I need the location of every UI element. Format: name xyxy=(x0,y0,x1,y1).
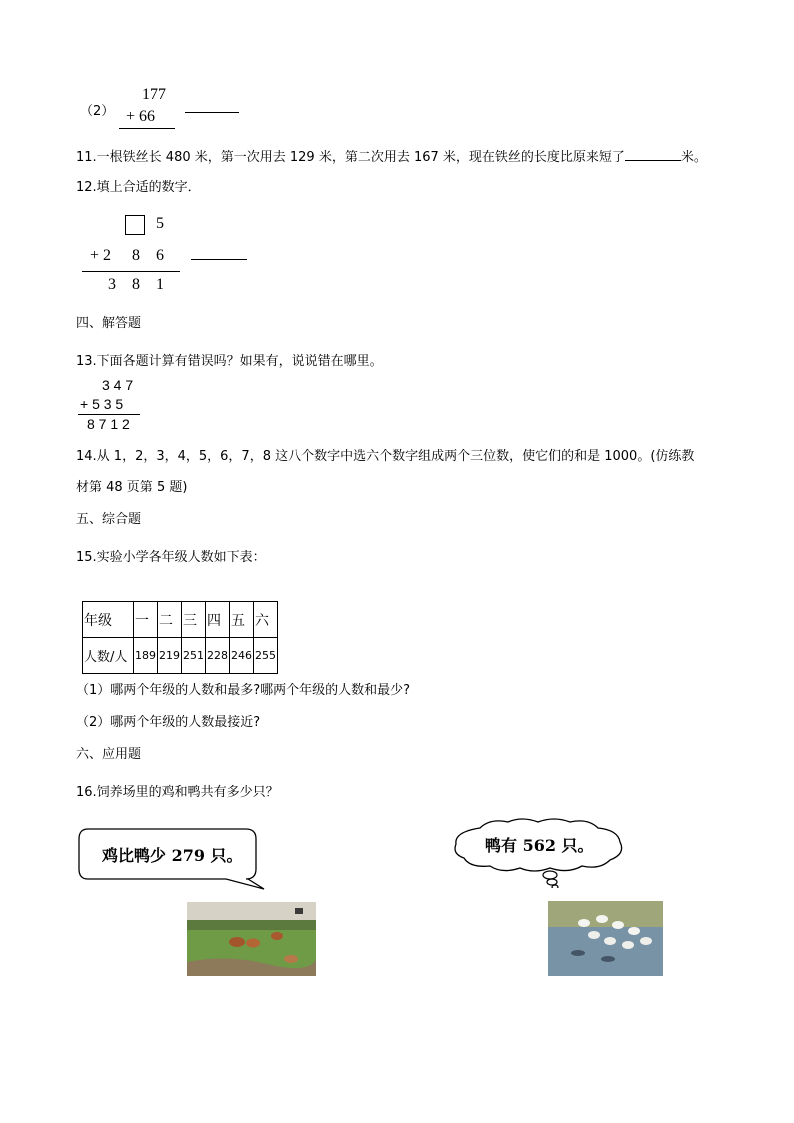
q12-row2-tens: 8 xyxy=(132,247,140,264)
q12-row3-tens: 8 xyxy=(132,276,140,293)
grade-table-header: 五 xyxy=(230,602,254,638)
grade-table-row xyxy=(83,638,278,674)
q10-sum-line xyxy=(119,128,175,129)
grade-table xyxy=(82,601,278,674)
section-6-heading: 六、应用题 xyxy=(76,747,142,762)
q12-row3-ones: 1 xyxy=(156,276,164,293)
q11-answer-blank[interactable] xyxy=(625,148,681,161)
q12-sum-line xyxy=(82,271,180,272)
q12-digit-box[interactable] xyxy=(125,215,145,235)
chickens-photo xyxy=(187,902,316,976)
grade-table-cell: 189 xyxy=(134,638,158,674)
q16-title: 16.饲养场里的鸡和鸭共有多少只？ xyxy=(76,785,279,800)
chickens-photo-drawing xyxy=(187,902,316,976)
q11-text-after: 米。 xyxy=(680,150,707,165)
speech-bubble-left-text: 鸡比鸭少 279 只。 xyxy=(102,846,243,865)
q13-line2: + 5 3 5 xyxy=(80,396,124,412)
q15-title: 15.实验小学各年级人数如下表： xyxy=(76,550,266,565)
q10-bottom-number: + 66 xyxy=(126,108,156,125)
q14-line2: 材第 48 页第 5 题) xyxy=(76,480,188,495)
section-5-heading: 五、综合题 xyxy=(76,512,142,527)
grade-table-header: 年级 xyxy=(83,602,134,638)
q12-row3-hundreds: 3 xyxy=(108,276,116,293)
q11-text-before: 11.一根铁丝长 480 米，第一次用去 129 米，第二次用去 167 米，现在铁丝的长度比原来短了 xyxy=(76,150,625,165)
q14-line1: 14.从 1，2，3，4，5，6，7，8 这八个数字中选六个数字组成两个三位数，使它们的和是 1000。(仿练教 xyxy=(76,449,695,464)
grade-table-header: 六 xyxy=(254,602,278,638)
q13-line1: 3 4 7 xyxy=(102,377,134,393)
q13-sum-line xyxy=(78,414,140,415)
ducks-photo-drawing xyxy=(548,901,663,976)
q12-row1-digit: 5 xyxy=(156,215,164,232)
q10-answer-blank[interactable] xyxy=(185,112,239,113)
grade-table-cell: 255 xyxy=(254,638,278,674)
grade-table-cell: 219 xyxy=(158,638,182,674)
grade-table-header: 二 xyxy=(158,602,182,638)
q13-title: 13.下面各题计算有错误吗？如果有，说说错在哪里。 xyxy=(76,354,383,369)
q12-row2-ones: 6 xyxy=(156,247,164,264)
q15-sub2: （2）哪两个年级的人数最接近? xyxy=(76,715,261,730)
q10-label: （2） xyxy=(80,104,115,119)
grade-table-cell: 251 xyxy=(182,638,206,674)
section-4-heading: 四、解答题 xyxy=(76,316,142,331)
grade-table-header: 四 xyxy=(206,602,230,638)
grade-table-header: 一 xyxy=(134,602,158,638)
q12-answer-blank[interactable] xyxy=(191,259,247,260)
grade-table-cell: 246 xyxy=(230,638,254,674)
q10-top-number: 177 xyxy=(142,86,166,103)
q13-line3: 8 7 1 2 xyxy=(87,416,130,432)
q12-row2-hundreds: + 2 xyxy=(90,247,112,264)
q11-text xyxy=(76,146,707,165)
q15-sub1: （1）哪两个年级的人数和最多?哪两个年级的人数和最少? xyxy=(76,683,411,698)
grade-table-cell: 228 xyxy=(206,638,230,674)
grade-table-header-row xyxy=(83,602,278,638)
grade-table-header: 三 xyxy=(182,602,206,638)
ducks-photo xyxy=(548,901,663,976)
q12-title: 12.填上合适的数字． xyxy=(76,180,201,195)
grade-table-cell: 人数/人 xyxy=(83,638,134,674)
thought-bubble-right-text: 鸭有 562 只。 xyxy=(485,836,594,855)
